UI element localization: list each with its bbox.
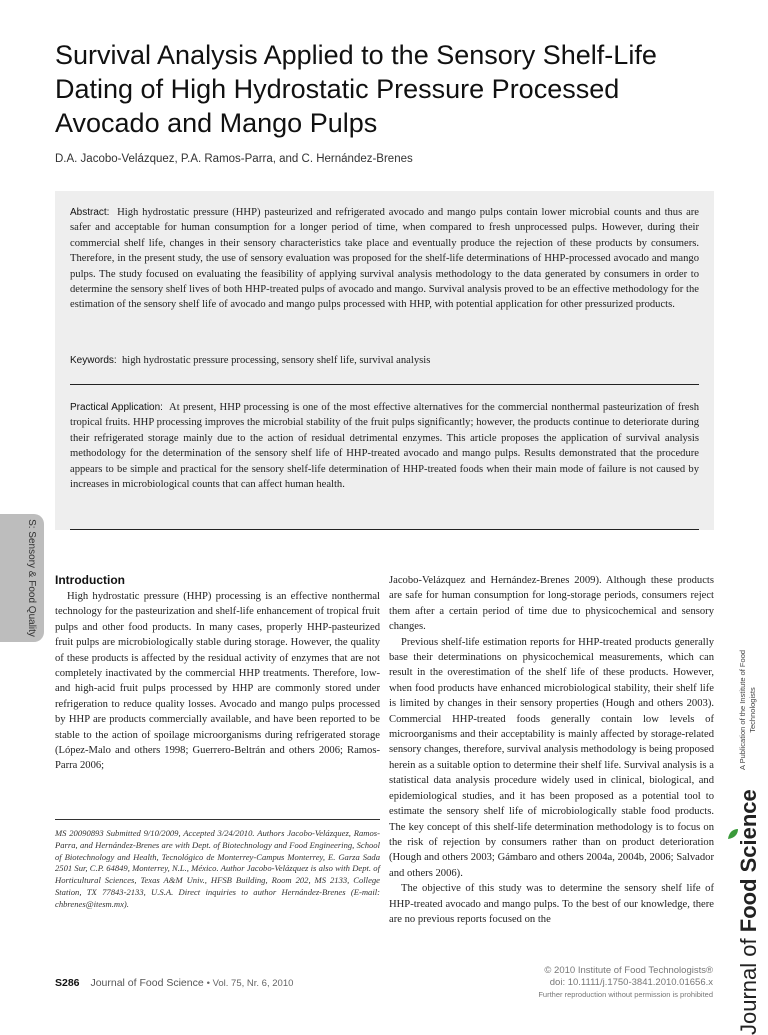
manuscript-footnote: MS 20090893 Submitted 9/10/2009, Accepted 3/24/2010. Authors Jacobo-Velázquez, Ramos-Parra, and Hernández-Brenes are with Dept. of Biotechnology and Food Engineering, School of Biotechnology and Health, Tecnológico de Monterrey-Campus Monterrey, E. Garza Sada 2501 Sur, C.P. 64849, Monterrey, N.L., México. Author Jacobo-Velázquez is also with Dept. of Horticultural Sciences, Texas A&M Univ., HFSB Building, Room 202, MS 2133, College Station, TX 77843-2133, U.S.A. Direct inquiries to author Hernández-Brenes (E-mail: chbrenes@itesm.mx). — [55, 828, 380, 909]
practical-application-paragraph — [70, 400, 699, 492]
left-column — [55, 573, 380, 774]
practical-application-label: Practical Application: — [70, 402, 163, 413]
right-column — [389, 573, 714, 927]
footer-journal-name: Journal of Food Science — [90, 977, 204, 989]
author-list: D.A. Jacobo-Velázquez, P.A. Ramos-Parra, and C. Hernández-Brenes — [55, 153, 413, 165]
abstract-box — [55, 191, 714, 530]
abstract-text: High hydrostatic pressure (HHP) pasteurized and refrigerated avocado and mango pulps contain lower microbial counts and thus are safer and acceptable for human consumption for a longer period of time, when compared to fresh unprocessed pulps. However, during their commercial shelf life, changes in their sensory characteristics take place and eventually produce the rejection of these products by consumers. Therefore, in the present study, the use of sensory evaluation was proposed for the shelf-life determinations of HHP-processed avocado and mango pulps. The study focused on evaluating the feasibility of applying survival analysis methodology to the data generated by consumers in order to determine the sensory shelf lives of both HHP-treated pulps of avocado and mango. Survival analysis proved to be an effective methodology for the estimation of the sensory shelf life of avocado and mango pulps processed with HHP, with potential application for other pressurized products. — [70, 207, 699, 311]
abstract-paragraph — [70, 205, 699, 313]
keywords-text: high hydrostatic pressure processing, sensory shelf life, survival analysis — [121, 355, 431, 366]
right-column-paragraph-2: Previous shelf-life estimation reports for HHP-treated products generally base their determinations on physicochemical measurements, which can result in the overestimation of the shelf life of these products. However, when food products have enhanced microbiological stability, their shelf life is limited by changes in their sensory properties (Hough and others 2003). Commercial HHP-treated foods generally contain low levels of microorganisms and their acceptability is mainly affected by storage-related sensory changes, therefore, survival analysis methodology is being proposed herein as a suitable option to determine their shelf life. Survival analysis is a statistical data analysis procedure widely used in clinical, biological, and epidemiological studies, and it has been proposed as a potential tool to estimate the sensory shelf life of microbiologically stable food products. The key concept of this shelf-life determination methodology is to focus on the risk of rejection by consumers rather than on product deterioration (Hough and others 2003; Gámbaro and others 2004a, 2004b, 2006; Salvador and others 2006). — [389, 636, 714, 879]
page-number: S286 — [55, 977, 80, 989]
introduction-heading: Introduction — [55, 573, 125, 587]
section-side-tab — [0, 514, 44, 642]
article-title: Survival Analysis Applied to the Sensory Shelf-Life Dating of High Hydrostatic Pressure Processed Avocado and Mango Pulps — [55, 40, 657, 138]
section-side-tab-label: S: Sensory & Food Quality — [26, 519, 37, 637]
page-footer-right — [538, 965, 713, 1001]
journal-wordmark-of: Journal of — [736, 938, 761, 1035]
leaf-icon — [727, 828, 739, 840]
practical-application-text: At present, HHP processing is one of the most effective alternatives for the commercial nonthermal pasteurization of fresh tropical fruits. HHP processing improves the microbial stability of the fruit pulps significantly; however, the products continue to deteriorate during their refrigerated storage mainly due to the action of residual detrimental enzymes. This article proposes the application of survival analysis methodology for the determination of the sensory shelf life of HHP-treated avocado and mango pulps. Results demonstrated that the procedure appears to be simple and practical for the sensory shelf-life determination of HHP-treated foods when their main mode of failure is not caused by increases in microbiological counts that can affect human health. — [70, 402, 699, 491]
journal-wordmark — [735, 789, 763, 1035]
doi-link[interactable]: doi: 10.1111/j.1750-3841.2010.01656.x — [549, 977, 713, 988]
keywords-paragraph — [70, 353, 699, 368]
footer-volume: • Vol. 75, Nr. 6, 2010 — [206, 978, 294, 989]
publication-note: A Publication of the Institute of Food Technologists — [738, 649, 757, 771]
journal-branding — [734, 640, 764, 1035]
footnote-divider — [55, 819, 380, 820]
copyright-notice: © 2010 Institute of Food Technologists® — [544, 965, 713, 976]
keywords-label: Keywords: — [70, 355, 117, 366]
right-column-paragraph-3: The objective of this study was to determine the sensory shelf life of HHP-treated avocado and mango pulps. To the best of our knowledge, there are no previous reports focused on the — [389, 883, 714, 925]
reproduction-notice: Further reproduction without permission is prohibited — [538, 990, 713, 999]
abstract-bottom-rule — [70, 529, 699, 530]
journal-wordmark-food-science: Food Science — [736, 789, 761, 933]
right-column-paragraph-1: Jacobo-Velázquez and Hernández-Brenes 2009). Although these products are safe for human consumption for long-storage periods, consumers reject them after a certain period of time due to physicochemical and sensory changes. — [389, 575, 714, 633]
page-footer-left — [55, 977, 293, 989]
abstract-label: Abstract: — [70, 207, 110, 218]
abstract-divider — [70, 384, 699, 385]
left-column-paragraph: High hydrostatic pressure (HHP) processing is an effective nonthermal technology for the pasteurization and shelf-life enhancement of tropical fruit pulps and other food products. In many cases, properly HHP-pasteurized fruit pulps are microbiologically stable during storage. However, the quality of these products is affected by the residual activity of enzymes that are not completely inactivated by the commercial HHP treatments. Therefore, low- and high-acid fruit pulps processed by HHP are commonly stored under refrigeration to reduce quality losses. Avocado and mango pulps processed by HHP are products commercially available, and have been reported to be stable to the action of spoilage microorganisms during refrigerated storage (López-Malo and others 1998; Guerrero-Beltrán and others 2006; Ramos-Parra 2006; — [55, 591, 380, 772]
